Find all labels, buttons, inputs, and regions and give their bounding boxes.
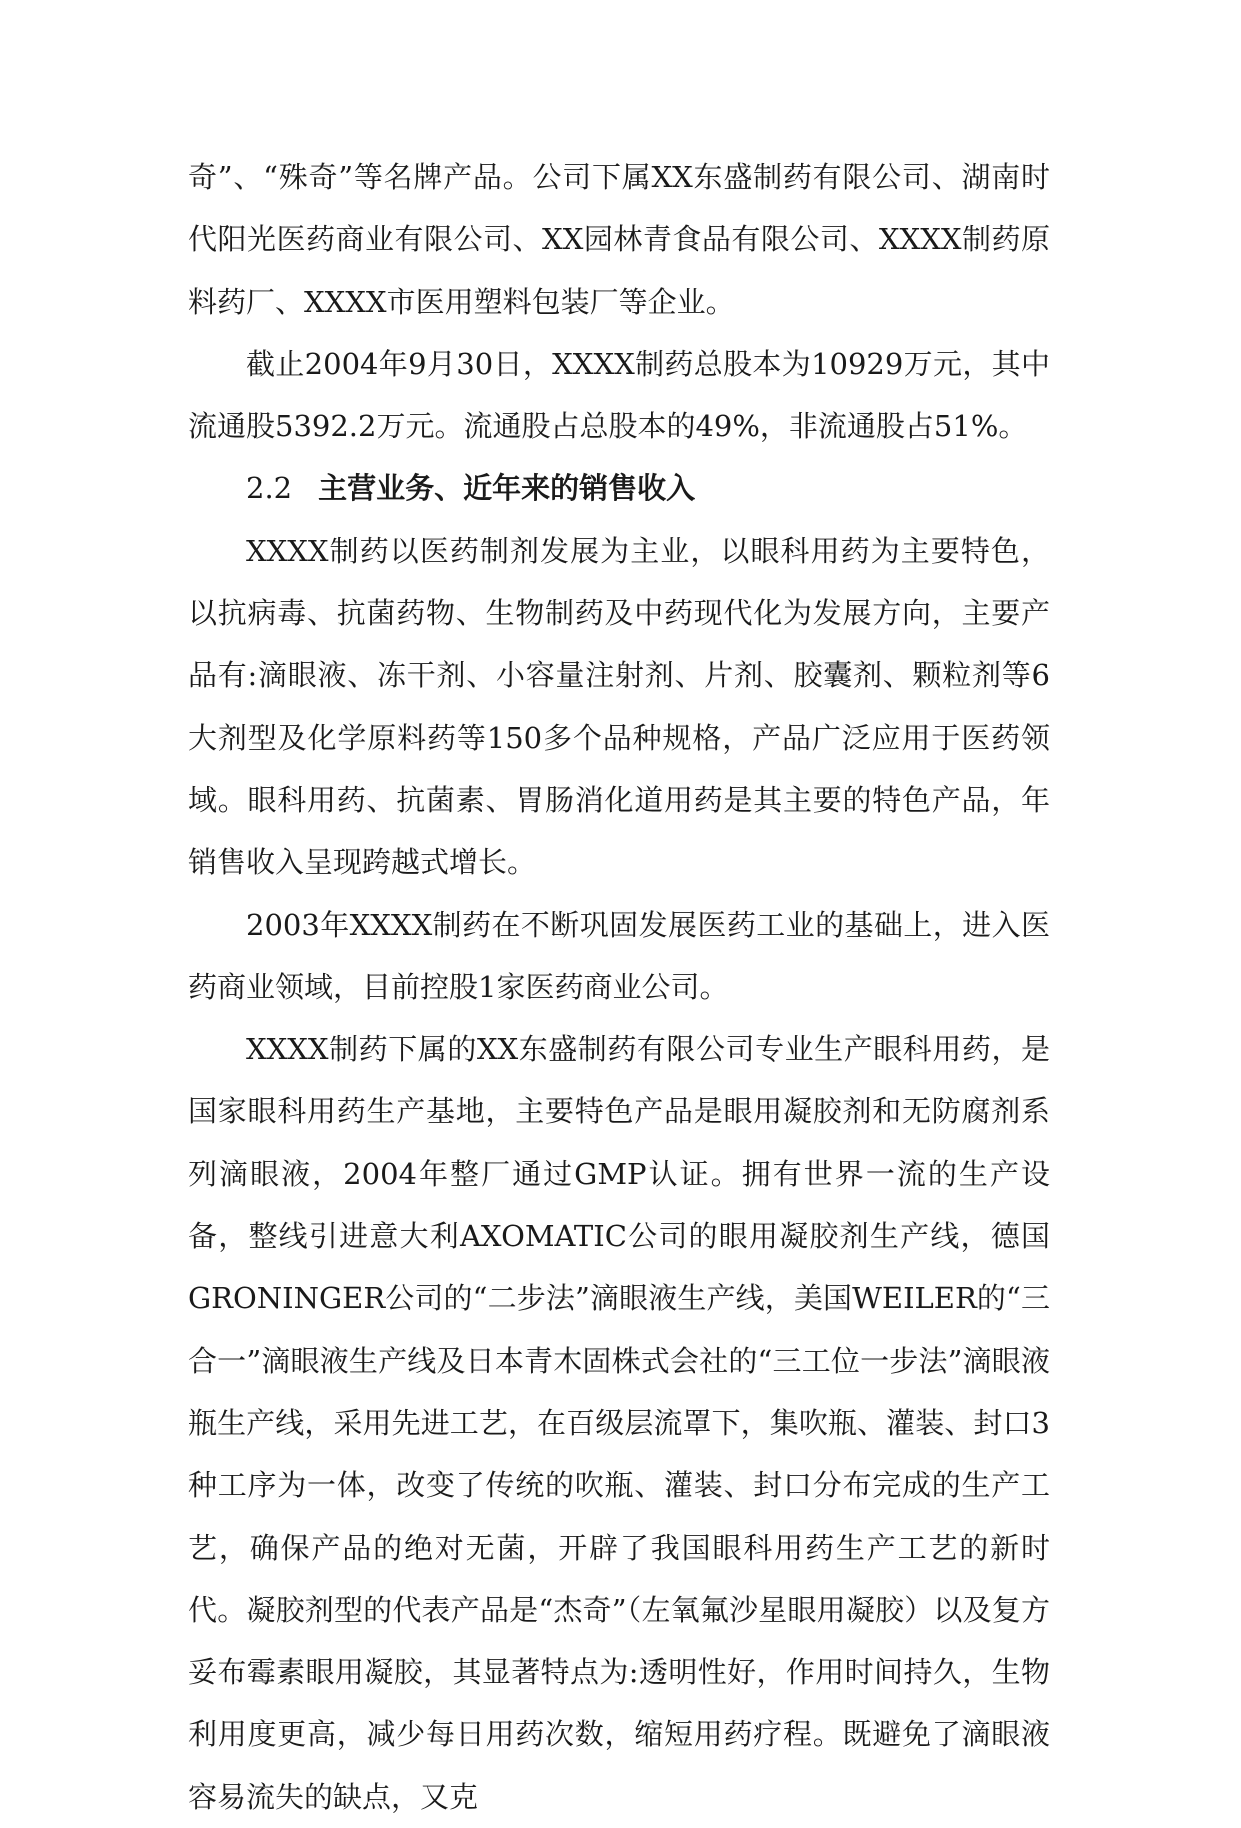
paragraph-continued: 奇”、“殊奇”等名牌产品。公司下属XX东盛制药有限公司、湖南时代阳光医药商业有限公司、XX园林青食品有限公司、XXXX制药原料药厂、XXXX市医用塑料包装厂等企业。	[188, 160, 1050, 319]
section-title: 主营业务、近年来的销售收入	[318, 471, 696, 506]
paragraph-subsidiary: XXXX制药下属的XX东盛制药有限公司专业生产眼科用药，是国家眼科用药生产基地，主要特色产品是眼用凝胶剂和无防腐剂系列滴眼液，2004年整厂通过GMP认证。拥有世界一流的生产设备，整线引进意大利AXOMATIC公司的眼用凝胶剂生产线，德国GRONINGER公司的“二步法”滴眼液生产线，美国WEILER的“三合一”滴眼液生产线及日本青木固株式会社的“三工位一步法”滴眼液瓶生产线，采用先进工艺，在百级层流罩下，集吹瓶、灌装、封口3种工序为一体，改变了传统的吹瓶、灌装、封口分布完成的生产工艺，确保产品的绝对无菌，开辟了我国眼科用药生产工艺的新时代。凝胶剂型的代表产品是“杰奇”（左氧氟沙星眼用凝胶）以及复方妥布霉素眼用凝胶，其显著特点为:透明性好，作用时间持久，生物利用度更高，减少每日用药次数，缩短用药疗程。既避免了滴眼液容易流失的缺点，又克	[188, 1032, 1050, 1814]
section-number: 2.2	[246, 471, 293, 506]
document-page	[188, 146, 1050, 1828]
paragraph-commerce: 2003年XXXX制药在不断巩固发展医药工业的基础上，进入医药商业领域，目前控股1家医药商业公司。	[188, 907, 1050, 1004]
paragraph-main-business: XXXX制药以医药制剂发展为主业，以眼科用药为主要特色，以抗病毒、抗菌药物、生物制药及中药现代化为发展方向，主要产品有:滴眼液、冻干剂、小容量注射剂、片剂、胶囊剂、颗粒剂等6大剂型及化学原料药等150多个品种规格，产品广泛应用于医药领域。眼科用药、抗菌素、胃肠消化道用药是其主要的特色产品，年销售收入呈现跨越式增长。	[188, 533, 1050, 880]
section-heading	[188, 457, 1050, 519]
paragraph-share-capital: 截止2004年9月30日，XXXX制药总股本为10929万元，其中流通股5392.2万元。流通股占总股本的49%，非流通股占51%。	[188, 346, 1050, 444]
